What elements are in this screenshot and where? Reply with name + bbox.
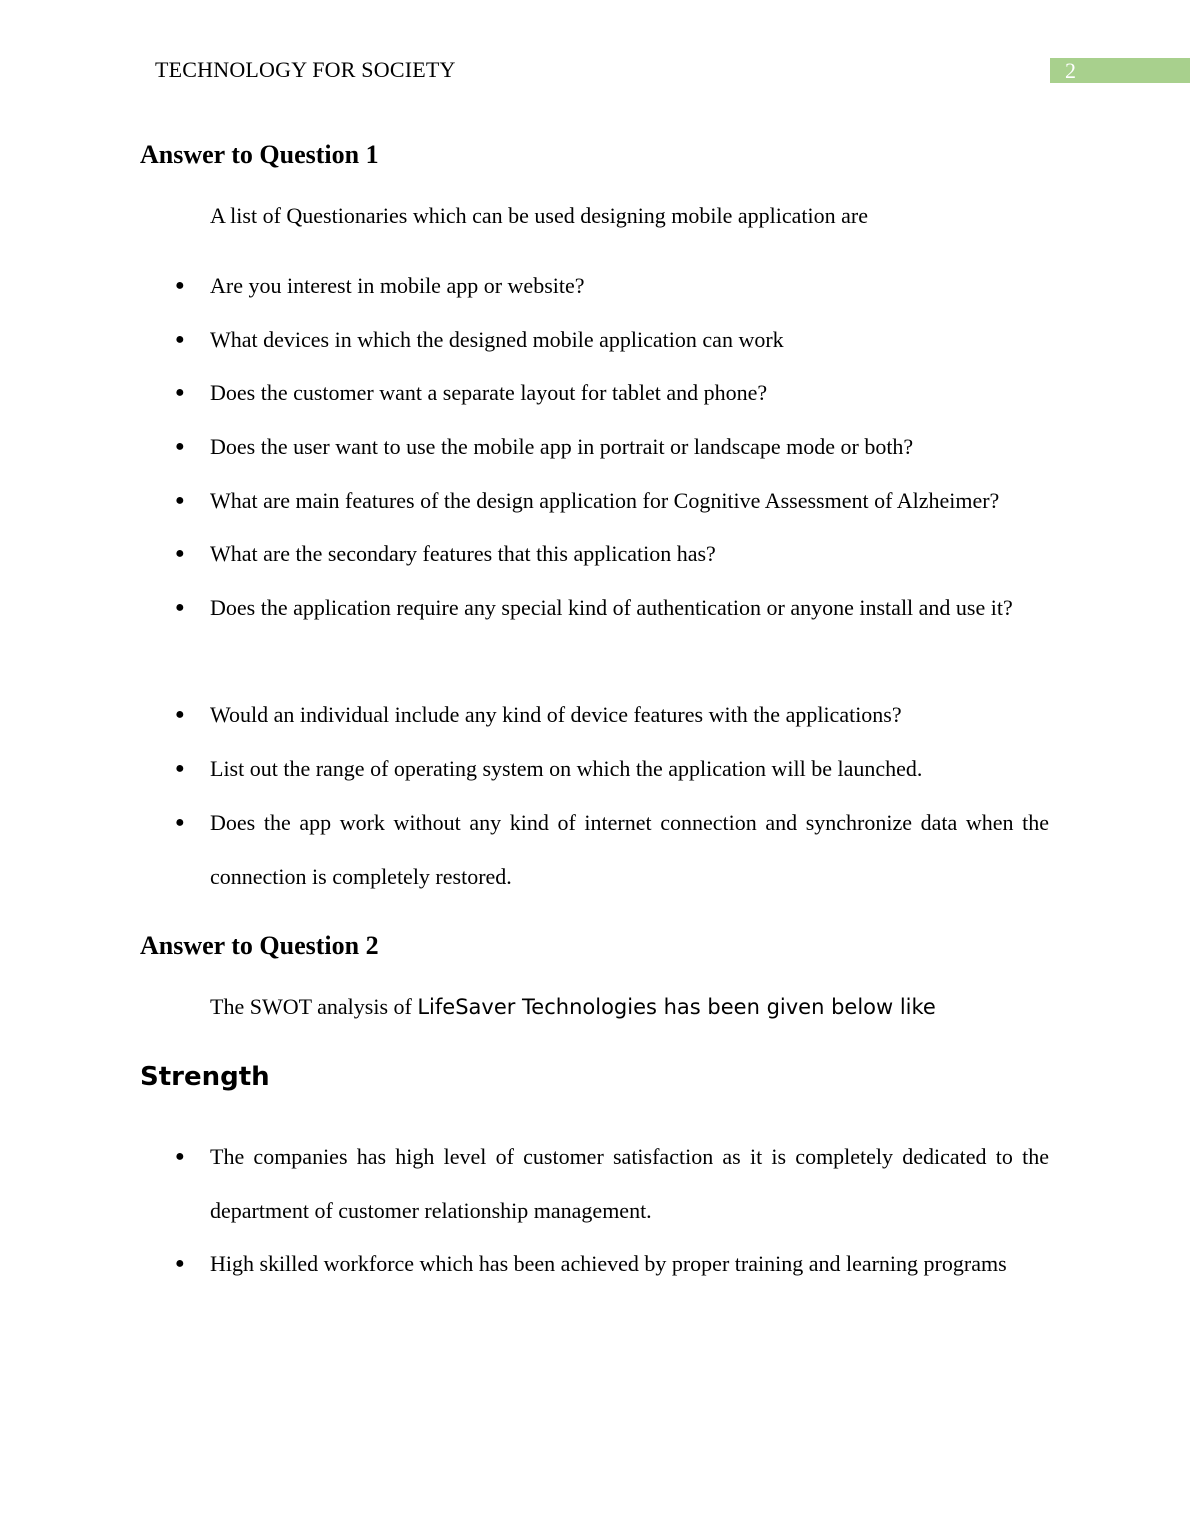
bullet-dot-icon: ● [175,384,185,401]
page-number: 2 [1065,58,1076,83]
list-item: Does the application require any special kind of authentication or anyone install and use it? [210,595,1013,620]
list-item: High skilled workforce which has been achieved by proper training and learning programs [210,1251,1007,1276]
section-2-intro-suffix: LifeSaver Technologies has been given below like [417,995,936,1019]
bullet-dot-icon: ● [175,706,185,723]
running-header: TECHNOLOGY FOR SOCIETY [155,57,456,82]
section-heading-question-1: Answer to Question 1 [140,140,379,169]
page-number-badge [1050,58,1190,83]
bullet-dot-icon: ● [175,1148,185,1165]
bullet-dot-icon: ● [175,545,185,562]
bullet-dot-icon: ● [175,277,185,294]
list-item: Does the customer want a separate layout for tablet and phone? [210,380,768,405]
list-item: What devices in which the designed mobile application can work [210,327,784,352]
section-2-intro-prefix: The SWOT analysis of [210,994,418,1019]
list-item: Are you interest in mobile app or website? [210,273,585,298]
strength-heading: Strength [140,1062,270,1092]
section-1-intro: A list of Questionaries which can be used designing mobile application are [210,203,869,228]
bullet-dot-icon: ● [175,492,185,509]
list-item: The companies has high level of customer satisfaction as it is completely dedicated to the department of customer relationship management. [210,1144,1049,1223]
bullet-dot-icon: ● [175,814,185,831]
list-item: Does the app work without any kind of internet connection and synchronize data when the connection is completely restored. [210,810,1049,889]
list-item: What are the secondary features that this application has? [210,541,716,566]
section-2-intro [210,994,936,1020]
list-item: Does the user want to use the mobile app in portrait or landscape mode or both? [210,434,914,459]
section-heading-question-2: Answer to Question 2 [140,931,379,960]
bullet-dot-icon: ● [175,1255,185,1272]
bullet-dot-icon: ● [175,438,185,455]
bullet-dot-icon: ● [175,760,185,777]
list-item: What are main features of the design application for Cognitive Assessment of Alzheimer? [210,488,1000,513]
bullet-dot-icon: ● [175,331,185,348]
bullet-dot-icon: ● [175,599,185,616]
list-item: Would an individual include any kind of device features with the applications? [210,702,902,727]
list-item: List out the range of operating system on which the application will be launched. [210,756,923,781]
